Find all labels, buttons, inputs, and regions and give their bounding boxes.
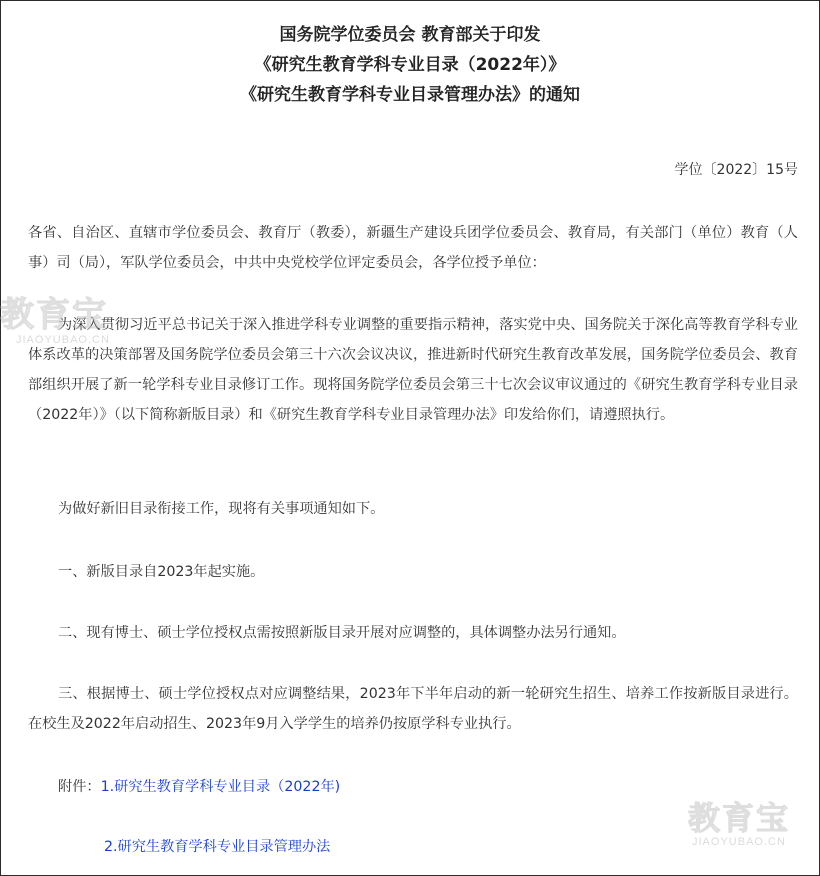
title-line-3: 《研究生教育学科专业目录管理办法》的通知 (240, 85, 580, 105)
attachment-link-1[interactable]: 1.研究生教育学科专业目录（2022年) (100, 779, 341, 795)
document-number: 学位〔2022〕15号 (674, 162, 798, 178)
attachments-line (58, 772, 340, 802)
recipients-paragraph: 各省、自治区、直辖市学位委员会、教育厅（教委），新疆生产建设兵团学位委员会、教育局，有关部门（单位）教育（人事）司（局），军队学位委员会，中共中央党校学位评定委员会，各学位授予单位： (28, 225, 798, 271)
title-line-1: 国务院学位委员会 教育部关于印发 (279, 25, 541, 45)
watermark-site-left: JIAOYUBAO.CN (16, 334, 110, 346)
watermark-logo-right: 教育宝 (688, 799, 791, 837)
item-1: 一、新版目录自2023年起实施。 (58, 564, 265, 580)
body-paragraph: 为深入贯彻习近平总书记关于深入推进学科专业调整的重要指示精神，落实党中央、国务院关于深化高等教育学科专业体系改革的决策部署及国务院学位委员会第三十六次会议决议，推进新时代研究生教育改革发展，国务院学位委员会、教育部组织开展了新一轮学科专业目录修订工作。现将国务院学位委员会第三十七次会议审议通过的《研究生教育学科专业目录（2022年）》（以下简称新版目录）和《研究生教育学科专业目录管理办法》印发给你们，请遵照执行。 (28, 317, 798, 423)
item-2: 二、现有博士、硕士学位授权点需按照新版目录开展对应调整的，具体调整办法另行通知。 (58, 625, 626, 641)
intro-paragraph: 为做好新旧目录衔接工作，现将有关事项通知如下。 (58, 501, 385, 517)
attachment-link-2[interactable]: 2.研究生教育学科专业目录管理办法 (104, 839, 331, 855)
attachments-label: 附件： (58, 779, 101, 795)
attachment-line-2 (104, 832, 330, 862)
watermark-site-right: JIAOYUBAO.CN (692, 836, 786, 848)
watermark-logo-left: 教育宝 (0, 295, 108, 335)
item-3: 三、根据博士、硕士学位授权点对应调整结果，2023年下半年启动的新一轮研究生招生、培养工作按新版目录进行。在校生及2022年启动招生、2023年9月入学学生的培养仍按原学科专业执行。 (28, 686, 798, 732)
title-line-2: 《研究生教育学科专业目录（2022年）》 (254, 55, 566, 75)
notice-title (0, 20, 820, 110)
